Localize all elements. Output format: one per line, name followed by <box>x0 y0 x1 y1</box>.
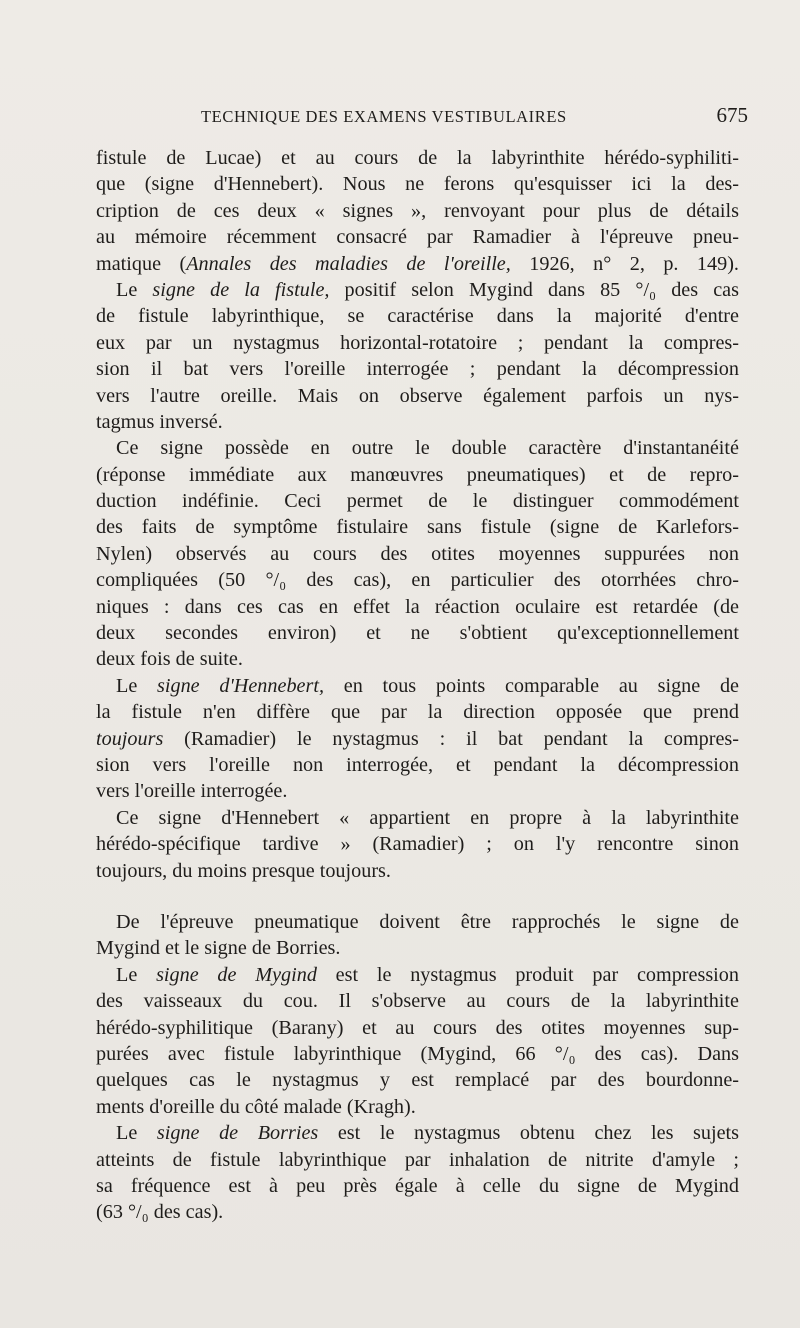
text-line: duction indéfinie. Ceci permet de le distinguer commodément <box>96 490 739 513</box>
text-line: que (signe d'Hennebert). Nous ne ferons qu'esquisser ici la des- <box>96 173 739 196</box>
text-line: sion il bat vers l'oreille interrogée ; pendant la décompression <box>96 358 739 381</box>
text-block-mygind-borries <box>96 909 739 1226</box>
text-line: deux secondes environ) et ne s'obtient qu'exceptionnellement <box>96 622 739 645</box>
term-signe-borries: signe de Borries <box>156 1122 319 1145</box>
term-signe-hennebert: signe d'Hennebert, <box>157 674 325 697</box>
text-line: au mémoire récemment consacré par Ramadier à l'épreuve pneu- <box>96 226 739 249</box>
running-title: TECHNIQUE DES EXAMENS VESTIBULAIRES <box>201 107 567 126</box>
text-line: vers l'oreille interrogée. <box>96 780 288 803</box>
text-line: quelques cas le nystagmus y est remplacé par des bourdonne- <box>96 1069 739 1092</box>
term-signe-fistule: signe de la fistule, <box>152 278 330 301</box>
text-line: ments d'oreille du côté malade (Kragh). <box>96 1095 416 1118</box>
text-line: Nylen) observés au cours des otites moyennes suppurées non <box>96 542 739 565</box>
text-line: Le signe d'Hennebert, en tous points comparable au signe de <box>116 674 739 697</box>
text-line: la fistule n'en diffère que par la direction opposée que prend <box>96 701 739 724</box>
term-signe-mygind: signe de Mygind <box>156 963 317 986</box>
text-line: de fistule labyrinthique, se caractérise dans la majorité d'entre <box>96 305 739 328</box>
text-line: eux par un nystagmus horizontal-rotatoire ; pendant la compres- <box>96 331 739 354</box>
text-line: des vaisseaux du cou. Il s'observe au cours de la labyrinthite <box>96 990 739 1013</box>
page-number: 675 <box>716 103 748 127</box>
text-line: cription de ces deux « signes », renvoyant pour plus de détails <box>96 199 739 222</box>
text-line: (réponse immédiate aux manœuvres pneumatiques) et de repro- <box>96 463 739 486</box>
journal-citation: Annales des maladies de l'oreille, <box>186 252 511 275</box>
text-line: atteints de fistule labyrinthique par inhalation de nitrite d'amyle ; <box>96 1148 739 1171</box>
text-line: Le signe de Borries est le nystagmus obtenu chez les sujets <box>116 1122 739 1145</box>
text-line: sa fréquence est à peu près égale à celle du signe de Mygind <box>96 1174 739 1197</box>
text-line: Ce signe possède en outre le double caractère d'instantanéité <box>116 437 739 460</box>
text-line: hérédo-syphilitique (Barany) et au cours des otites moyennes sup- <box>96 1016 739 1039</box>
text-line: tagmus inversé. <box>96 410 223 433</box>
text-line: des faits de symptôme fistulaire sans fistule (signe de Karlefors- <box>96 516 739 539</box>
text-line: vers l'autre oreille. Mais on observe également parfois un nys- <box>96 384 739 407</box>
text-line: Ce signe d'Hennebert « appartient en propre à la labyrinthite <box>116 806 739 829</box>
text-line: Le signe de la fistule, positif selon Mygind dans 85 °/₀ des cas <box>116 278 739 301</box>
text-line: matique (Annales des maladies de l'oreille, 1926, n° 2, p. 149). <box>96 252 739 275</box>
text-block-fistula-hennebert <box>96 145 739 884</box>
page-header <box>100 103 748 133</box>
text-line: (63 °/₀ des cas). <box>96 1201 224 1224</box>
text-line: toujours, du moins presque toujours. <box>96 859 391 882</box>
text-line: Le signe de Mygind est le nystagmus produit par compression <box>116 963 739 986</box>
text-line: De l'épreuve pneumatique doivent être rapprochés le signe de <box>116 911 739 933</box>
text-line: sion vers l'oreille non interrogée, et pendant la décompression <box>96 753 739 776</box>
emphasis-toujours: toujours <box>96 727 164 750</box>
text-line: fistule de Lucae) et au cours de la labyrinthite hérédo-syphiliti- <box>96 147 739 169</box>
text-line: compliquées (50 °/₀ des cas), en particulier des otorrhées chro- <box>96 569 739 592</box>
text-line: purées avec fistule labyrinthique (Mygind, 66 °/₀ des cas). Dans <box>96 1042 739 1065</box>
text-line: Mygind et le signe de Borries. <box>96 937 341 960</box>
text-line: deux fois de suite. <box>96 648 243 671</box>
text-line: hérédo-spécifique tardive » (Ramadier) ; on l'y rencontre sinon <box>96 833 739 856</box>
text-line: toujours (Ramadier) le nystagmus : il bat pendant la compres- <box>96 727 739 750</box>
text-line: niques : dans ces cas en effet la réaction oculaire est retardée (de <box>96 595 739 618</box>
